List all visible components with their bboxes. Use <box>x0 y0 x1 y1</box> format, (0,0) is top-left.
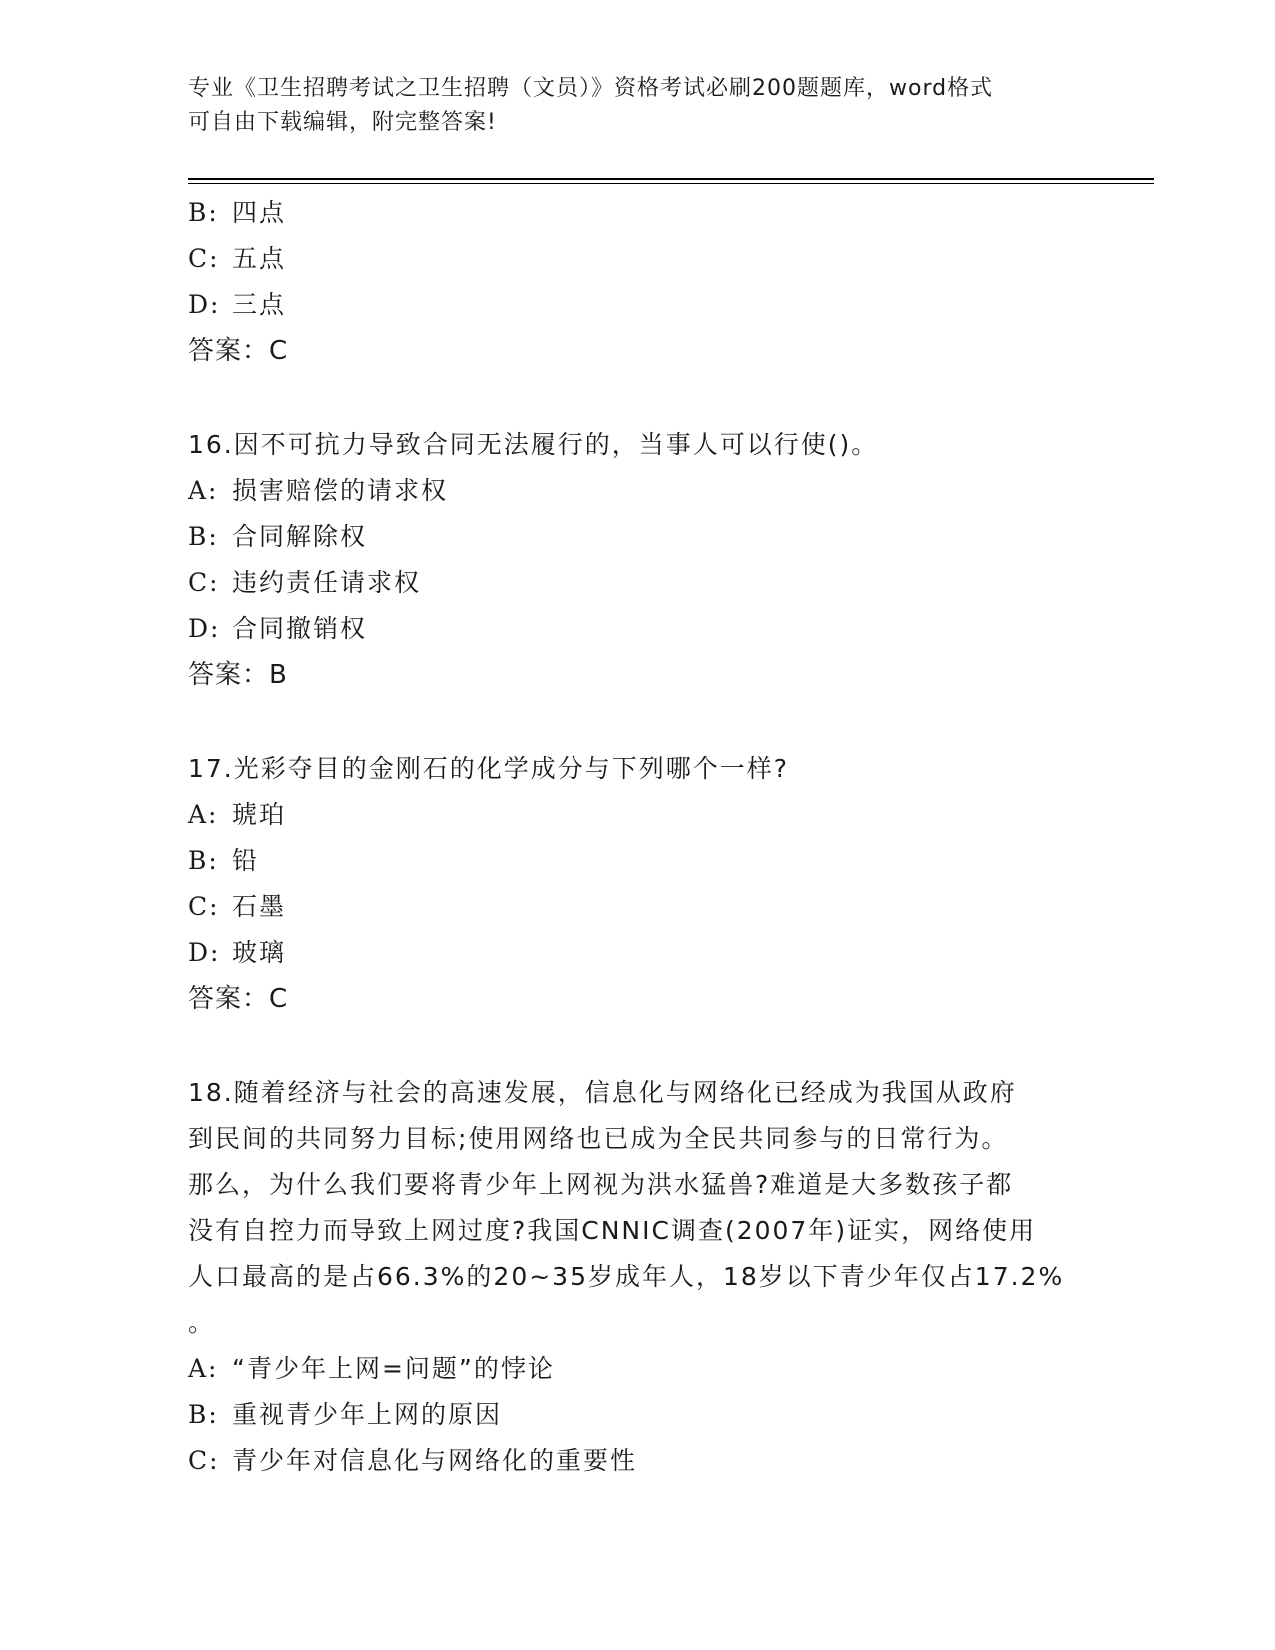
question-content <box>188 190 1088 1484</box>
option-b <box>188 190 1088 236</box>
question-16 <box>188 422 1088 698</box>
option-key: B: <box>188 846 219 875</box>
option-a <box>188 792 1088 838</box>
option-key: C: <box>188 244 220 273</box>
stem-line: 。 <box>188 1308 216 1337</box>
option-key: A: <box>188 800 219 829</box>
option-a <box>188 1346 1088 1392</box>
option-text: 重视青少年上网的原因 <box>232 1400 503 1429</box>
spacer <box>188 1022 1088 1070</box>
option-c <box>188 884 1088 930</box>
option-key: B: <box>188 522 219 551</box>
option-text: “青少年上网=问题”的悖论 <box>232 1354 555 1383</box>
option-key: A: <box>188 1354 219 1383</box>
stem-line: 人口最高的是占66.3%的20~35岁成年人，18岁以下青少年仅占17.2% <box>188 1262 1065 1291</box>
option-text: 琥珀 <box>232 800 287 829</box>
answer-line: 答案：C <box>188 336 289 366</box>
stem-line: 18.随着经济与社会的高速发展，信息化与网络化已经成为我国从政府 <box>188 1078 1017 1107</box>
option-c <box>188 1438 1088 1484</box>
answer-line: 答案：B <box>188 660 288 690</box>
option-b <box>188 838 1088 884</box>
option-key: D: <box>188 614 221 643</box>
option-text: 石墨 <box>232 892 287 921</box>
header-line-2: 可自由下载编辑，附完整答案! <box>188 110 497 135</box>
option-key: A: <box>188 476 219 505</box>
header-divider-thick <box>188 178 1154 180</box>
option-c <box>188 560 1088 606</box>
question-stem <box>188 1070 1088 1346</box>
option-b <box>188 514 1088 560</box>
stem-line: 到民间的共同努力目标;使用网络也已成为全民共同参与的日常行为。 <box>188 1124 1009 1153</box>
question-stem: 16.因不可抗力导致合同无法履行的，当事人可以行使()。 <box>188 430 879 459</box>
question-stem: 17.光彩夺目的金刚石的化学成分与下列哪个一样? <box>188 754 790 783</box>
option-text: 三点 <box>232 290 287 319</box>
question-18 <box>188 1070 1088 1484</box>
option-text: 损害赔偿的请求权 <box>232 476 449 505</box>
header-divider-thin <box>188 183 1154 184</box>
option-d <box>188 606 1088 652</box>
option-d <box>188 930 1088 976</box>
header-line-1: 专业《卫生招聘考试之卫生招聘（文员）》资格考试必刷200题题库，word格式 <box>188 76 994 101</box>
option-key: C: <box>188 1446 220 1475</box>
option-text: 五点 <box>232 244 287 273</box>
spacer <box>188 698 1088 746</box>
document-header <box>188 72 1068 140</box>
option-text: 青少年对信息化与网络化的重要性 <box>232 1446 638 1475</box>
option-text: 合同解除权 <box>232 522 368 551</box>
option-text: 四点 <box>232 198 287 227</box>
option-key: B: <box>188 1400 219 1429</box>
option-a <box>188 468 1088 514</box>
option-text: 玻璃 <box>232 938 287 967</box>
question-15-tail <box>188 190 1088 374</box>
option-text: 违约责任请求权 <box>232 568 422 597</box>
answer-line: 答案：C <box>188 984 289 1014</box>
option-c <box>188 236 1088 282</box>
spacer <box>188 374 1088 422</box>
option-d <box>188 282 1088 328</box>
option-b <box>188 1392 1088 1438</box>
option-key: D: <box>188 290 221 319</box>
stem-line: 那么，为什么我们要将青少年上网视为洪水猛兽?难道是大多数孩子都 <box>188 1170 1014 1199</box>
stem-line: 没有自控力而导致上网过度?我国CNNIC调查(2007年)证实，网络使用 <box>188 1216 1037 1245</box>
option-text: 合同撤销权 <box>232 614 368 643</box>
option-key: B: <box>188 198 219 227</box>
option-key: C: <box>188 892 220 921</box>
option-key: D: <box>188 938 221 967</box>
question-17 <box>188 746 1088 1022</box>
option-text: 铅 <box>232 846 260 875</box>
option-key: C: <box>188 568 220 597</box>
